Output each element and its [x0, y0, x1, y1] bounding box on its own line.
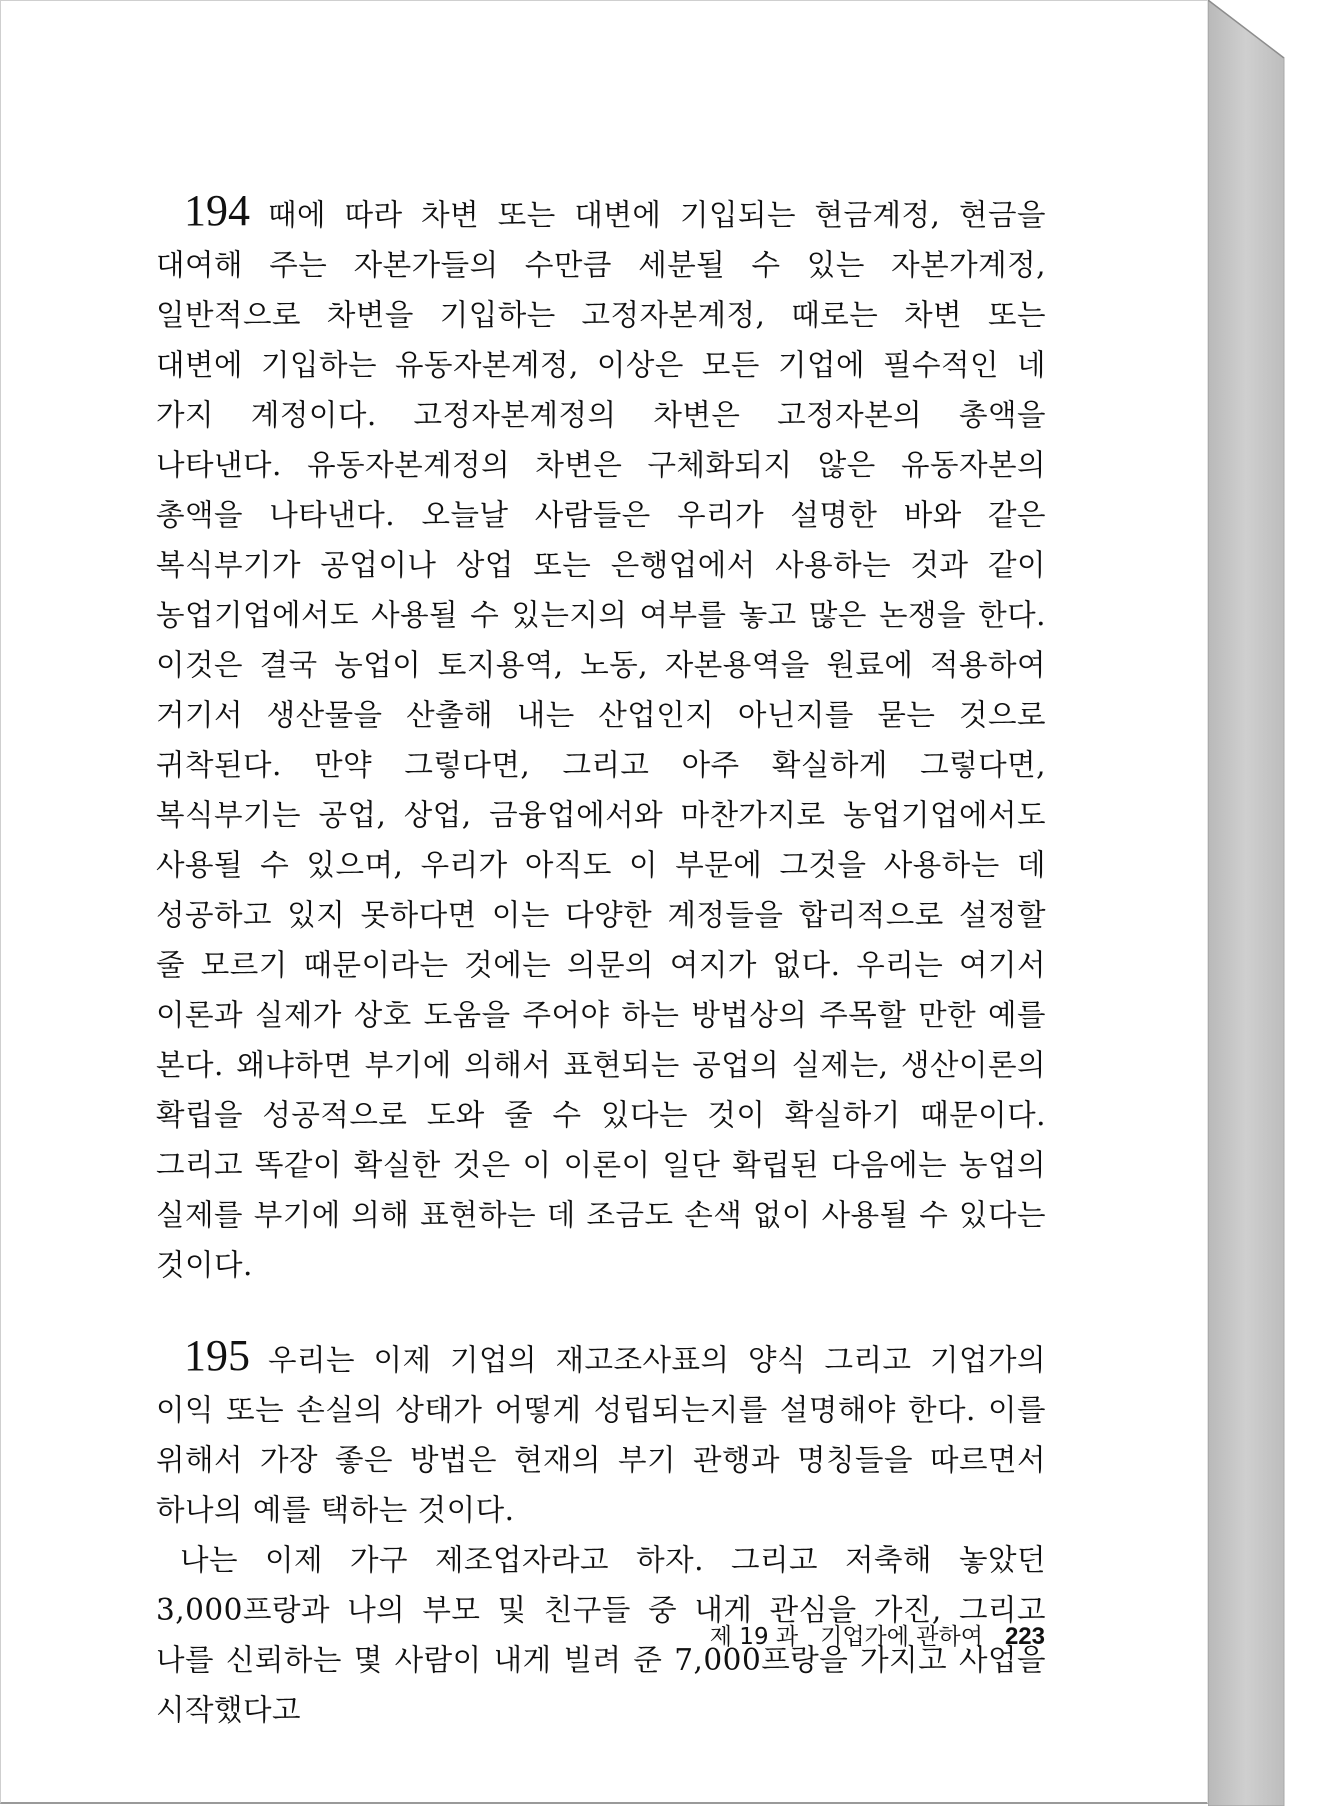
section-text: 때에 따라 차변 또는 대변에 기입되는 현금계정, 현금을 대여해 주는 자본가들의 수만큼 세분될 수 있는 자본가계정, 일반적으로 차변을 기입하는 고정자본계정, 때로는 차변 또는 대변에 기입하는 유동자본계정, 이상은 모든 기업에 필수적인 네 가지 계정이다. 고정자본계정의 차변은 고정자본의 총액을 나타낸다. 유동자본계정의 차변은 구체화되지 않은 유동자본의 총액을 나타낸다. 오늘날 사람들은 우리가 설명한 바와 같은 복식부기가 공업이나 상업 또는 은행업에서 사용하는 것과 같이 농업기업에서도 사용될 수 있는지의 여부를 놓고 많은 논쟁을 한다. 이것은 결국 농업이 토지용역, 노동, 자본용역을 원료에 적용하여 거기서 생산물을 산출해 내는 산업인지 아닌지를 묻는 것으로 귀착된다. 만약 그렇다면, 그리고 아주 확실하게 그렇다면, 복식부기는 공업, 상업, 금융업에서와 마찬가지로 농업기업에서도 사용될 수 있으며, 우리가 아직도 이 부문에 그것을 사용하는 데 성공하고 있지 못하다면 이는 다양한 계정들을 합리적으로 설정할 줄 모르기 때문이라는 것에는 의문의 여지가 없다. 우리는 여기서 이론과 실제가 상호 도움을 주어야 하는 방법상의 주목할 만한 예를 본다. 왜냐하면 부기에 의해서 표현되는 공업의 실제는, 생산이론의 확립을 성공적으로 도와 줄 수 있다는 것이 확실하기 때문이다. 그리고 똑같이 확실한 것은 이 이론이 일단 확립된 다음에는 농업의 실제를 부기에 의해 표현하는 데 조금도 손색 없이 사용될 수 있다는 것이다. — [156, 198, 1046, 1282]
page-number: 223 — [1004, 1623, 1045, 1650]
section-text: 우리는 이제 기업의 재고조사표의 양식 그리고 기업가의 이익 또는 손실의 상태가 어떻게 성립되는지를 설명해야 한다. 이를 위해서 가장 좋은 방법은 현재의 부기 관행과 명칭들을 따르면서 하나의 예를 택하는 것이다. — [156, 1343, 1046, 1527]
page-footer — [445, 1618, 1045, 1651]
footer-title: 기업가에 관하여 — [820, 1624, 983, 1650]
section-number: 195 — [184, 1331, 250, 1380]
section-number: 194 — [184, 186, 250, 235]
footer-chapter: 제 19 과 — [709, 1624, 799, 1650]
section-195 — [156, 1331, 1046, 1535]
book-edge-3d — [1208, 0, 1340, 1806]
section-194 — [156, 186, 1046, 1290]
continuation-paragraph: 나는 이제 가구 제조업자라고 하자. 그리고 저축해 놓았던 3,000프랑과 나의 부모 및 친구들 중 내게 관심을 가진, 그리고 나를 신뢰하는 몇 사람이 내게 빌려 준 7,000프랑을 가지고 사업을 시작했다고 — [156, 1543, 1046, 1727]
body-text — [156, 186, 1046, 1735]
